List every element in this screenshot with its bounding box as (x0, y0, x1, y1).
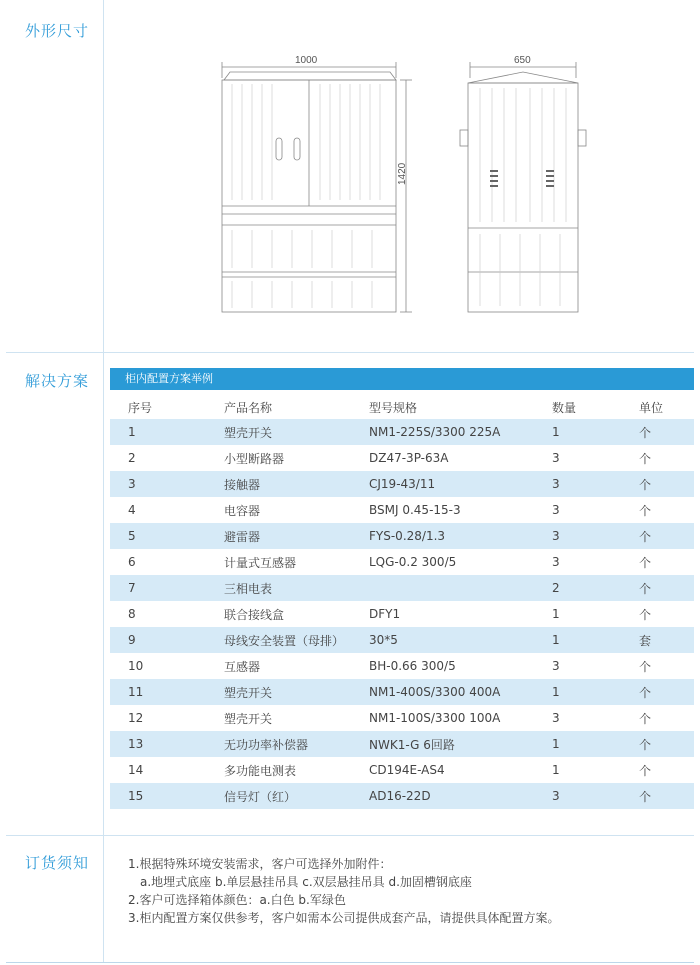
cell-model: NM1-100S/3300 100A (369, 711, 501, 725)
cell-model: DFY1 (369, 607, 401, 621)
cell-index: 2 (128, 451, 136, 465)
section-divider-2 (6, 835, 694, 836)
cell-index: 13 (110, 731, 224, 757)
cell-index: 10 (128, 659, 144, 673)
cell-qty: 2 (552, 575, 639, 601)
cell-qty: 3 (552, 711, 560, 725)
cell-model: BH-0.66 300/5 (369, 659, 456, 673)
cell-unit: 个 (639, 783, 694, 809)
note-line: 3.柜内配置方案仅供参考，客户如需本公司提供成套产品，请提供具体配置方案。 (128, 911, 560, 925)
cell-qty: 1 (552, 679, 639, 705)
order-notes (128, 855, 559, 927)
cell-unit: 个 (639, 711, 652, 726)
cell-qty: 1 (552, 627, 639, 653)
cell-qty: 1 (552, 419, 639, 445)
cell-product: 电容器 (224, 503, 261, 518)
table-row (110, 445, 694, 471)
cell-model: NM1-400S/3300 400A (369, 679, 552, 705)
header-model: 型号规格 (369, 400, 418, 415)
cell-qty: 1 (552, 763, 560, 777)
cell-index: 11 (110, 679, 224, 705)
cell-unit: 个 (639, 523, 694, 549)
height-label: 1420 (397, 162, 408, 185)
front-width-label: 1000 (295, 55, 318, 66)
cell-index: 4 (128, 503, 136, 517)
cell-unit: 个 (639, 763, 652, 778)
note-line: a.地埋式底座 b.单层悬挂吊具 c.双层悬挂吊具 d.加固槽钢底座 (140, 875, 472, 889)
cell-index: 7 (110, 575, 224, 601)
cell-unit: 个 (639, 555, 652, 570)
table-row (110, 627, 694, 653)
cell-product: 互感器 (224, 659, 261, 674)
table-row (110, 783, 694, 809)
header-product: 产品名称 (224, 400, 273, 415)
table-row (110, 575, 694, 601)
table-row (110, 523, 694, 549)
table-row (110, 731, 694, 757)
header-qty: 数量 (552, 400, 577, 415)
table-row (110, 419, 694, 445)
cell-unit: 个 (639, 731, 694, 757)
cell-unit: 套 (639, 627, 694, 653)
cell-index: 8 (128, 607, 136, 621)
cabinet-drawing (210, 50, 610, 325)
cell-product: 塑壳开关 (224, 711, 273, 726)
cell-unit: 个 (639, 659, 652, 674)
cell-index: 5 (110, 523, 224, 549)
cell-product: 多功能电测表 (224, 763, 297, 778)
cell-model: CD194E-AS4 (369, 763, 445, 777)
cell-index: 14 (128, 763, 144, 777)
table-header-row (110, 395, 694, 419)
cell-qty: 3 (552, 523, 639, 549)
cell-unit: 个 (639, 503, 652, 518)
cell-index: 9 (110, 627, 224, 653)
note-line: 2.客户可选择箱体颜色：a.白色 b.军绿色 (128, 893, 346, 907)
cell-qty: 3 (552, 555, 560, 569)
cell-index: 1 (110, 419, 224, 445)
solution-section-title: 解决方案 (25, 372, 90, 390)
table-row (110, 471, 694, 497)
cell-product: 信号灯（红） (224, 783, 369, 809)
table-row (110, 653, 694, 679)
cell-model: NM1-225S/3300 225A (369, 419, 552, 445)
header-index: 序号 (128, 400, 153, 415)
cell-index: 12 (128, 711, 144, 725)
cell-unit: 个 (639, 451, 652, 466)
order-section-title: 订货须知 (25, 854, 90, 872)
table-row (110, 679, 694, 705)
cell-model: 30*5 (369, 627, 552, 653)
cell-qty: 1 (552, 607, 560, 621)
cell-model: AD16-22D (369, 783, 552, 809)
table-row (110, 601, 694, 627)
table-row (110, 757, 694, 783)
cell-product: 避雷器 (224, 523, 369, 549)
cell-product: 接触器 (224, 471, 369, 497)
cell-model: CJ19-43/11 (369, 471, 552, 497)
cell-model: DZ47-3P-63A (369, 451, 449, 465)
cell-product: 母线安全装置（母排） (224, 627, 369, 653)
cell-qty: 3 (552, 659, 560, 673)
side-width-label: 650 (514, 55, 531, 66)
table-caption-bar: 柜内配置方案举例 (110, 368, 694, 390)
cell-product: 小型断路器 (224, 451, 285, 466)
cell-product: 无功功率补偿器 (224, 731, 369, 757)
cell-product: 三相电表 (224, 575, 369, 601)
cell-qty: 3 (552, 451, 560, 465)
cell-unit: 个 (639, 575, 694, 601)
cell-qty: 3 (552, 503, 560, 517)
cell-unit: 个 (639, 679, 694, 705)
cell-qty: 1 (552, 731, 639, 757)
cell-model: LQG-0.2 300/5 (369, 555, 457, 569)
cell-product: 塑壳开关 (224, 419, 369, 445)
dimensions-section-title: 外形尺寸 (25, 22, 90, 40)
header-unit: 单位 (639, 400, 664, 415)
config-table (110, 395, 694, 809)
column-divider (103, 0, 104, 962)
table-row (110, 497, 694, 523)
cell-product: 联合接线盒 (224, 607, 285, 622)
cell-model: BSMJ 0.45-15-3 (369, 503, 461, 517)
cell-qty: 3 (552, 783, 639, 809)
table-row (110, 705, 694, 731)
cell-unit: 个 (639, 471, 694, 497)
table-row (110, 549, 694, 575)
cell-qty: 3 (552, 471, 639, 497)
cell-index: 15 (110, 783, 224, 809)
cell-model (369, 575, 552, 601)
cell-model: NWK1-G 6回路 (369, 731, 552, 757)
cell-unit: 个 (639, 607, 652, 622)
cell-index: 3 (110, 471, 224, 497)
cell-unit: 个 (639, 419, 694, 445)
cell-model: FYS-0.28/1.3 (369, 523, 552, 549)
cell-index: 6 (128, 555, 136, 569)
note-line: 1.根据特殊环境安装需求，客户可选择外加附件： (128, 857, 392, 871)
section-divider-1 (6, 352, 694, 353)
cell-product: 计量式互感器 (224, 555, 297, 570)
cell-product: 塑壳开关 (224, 679, 369, 705)
